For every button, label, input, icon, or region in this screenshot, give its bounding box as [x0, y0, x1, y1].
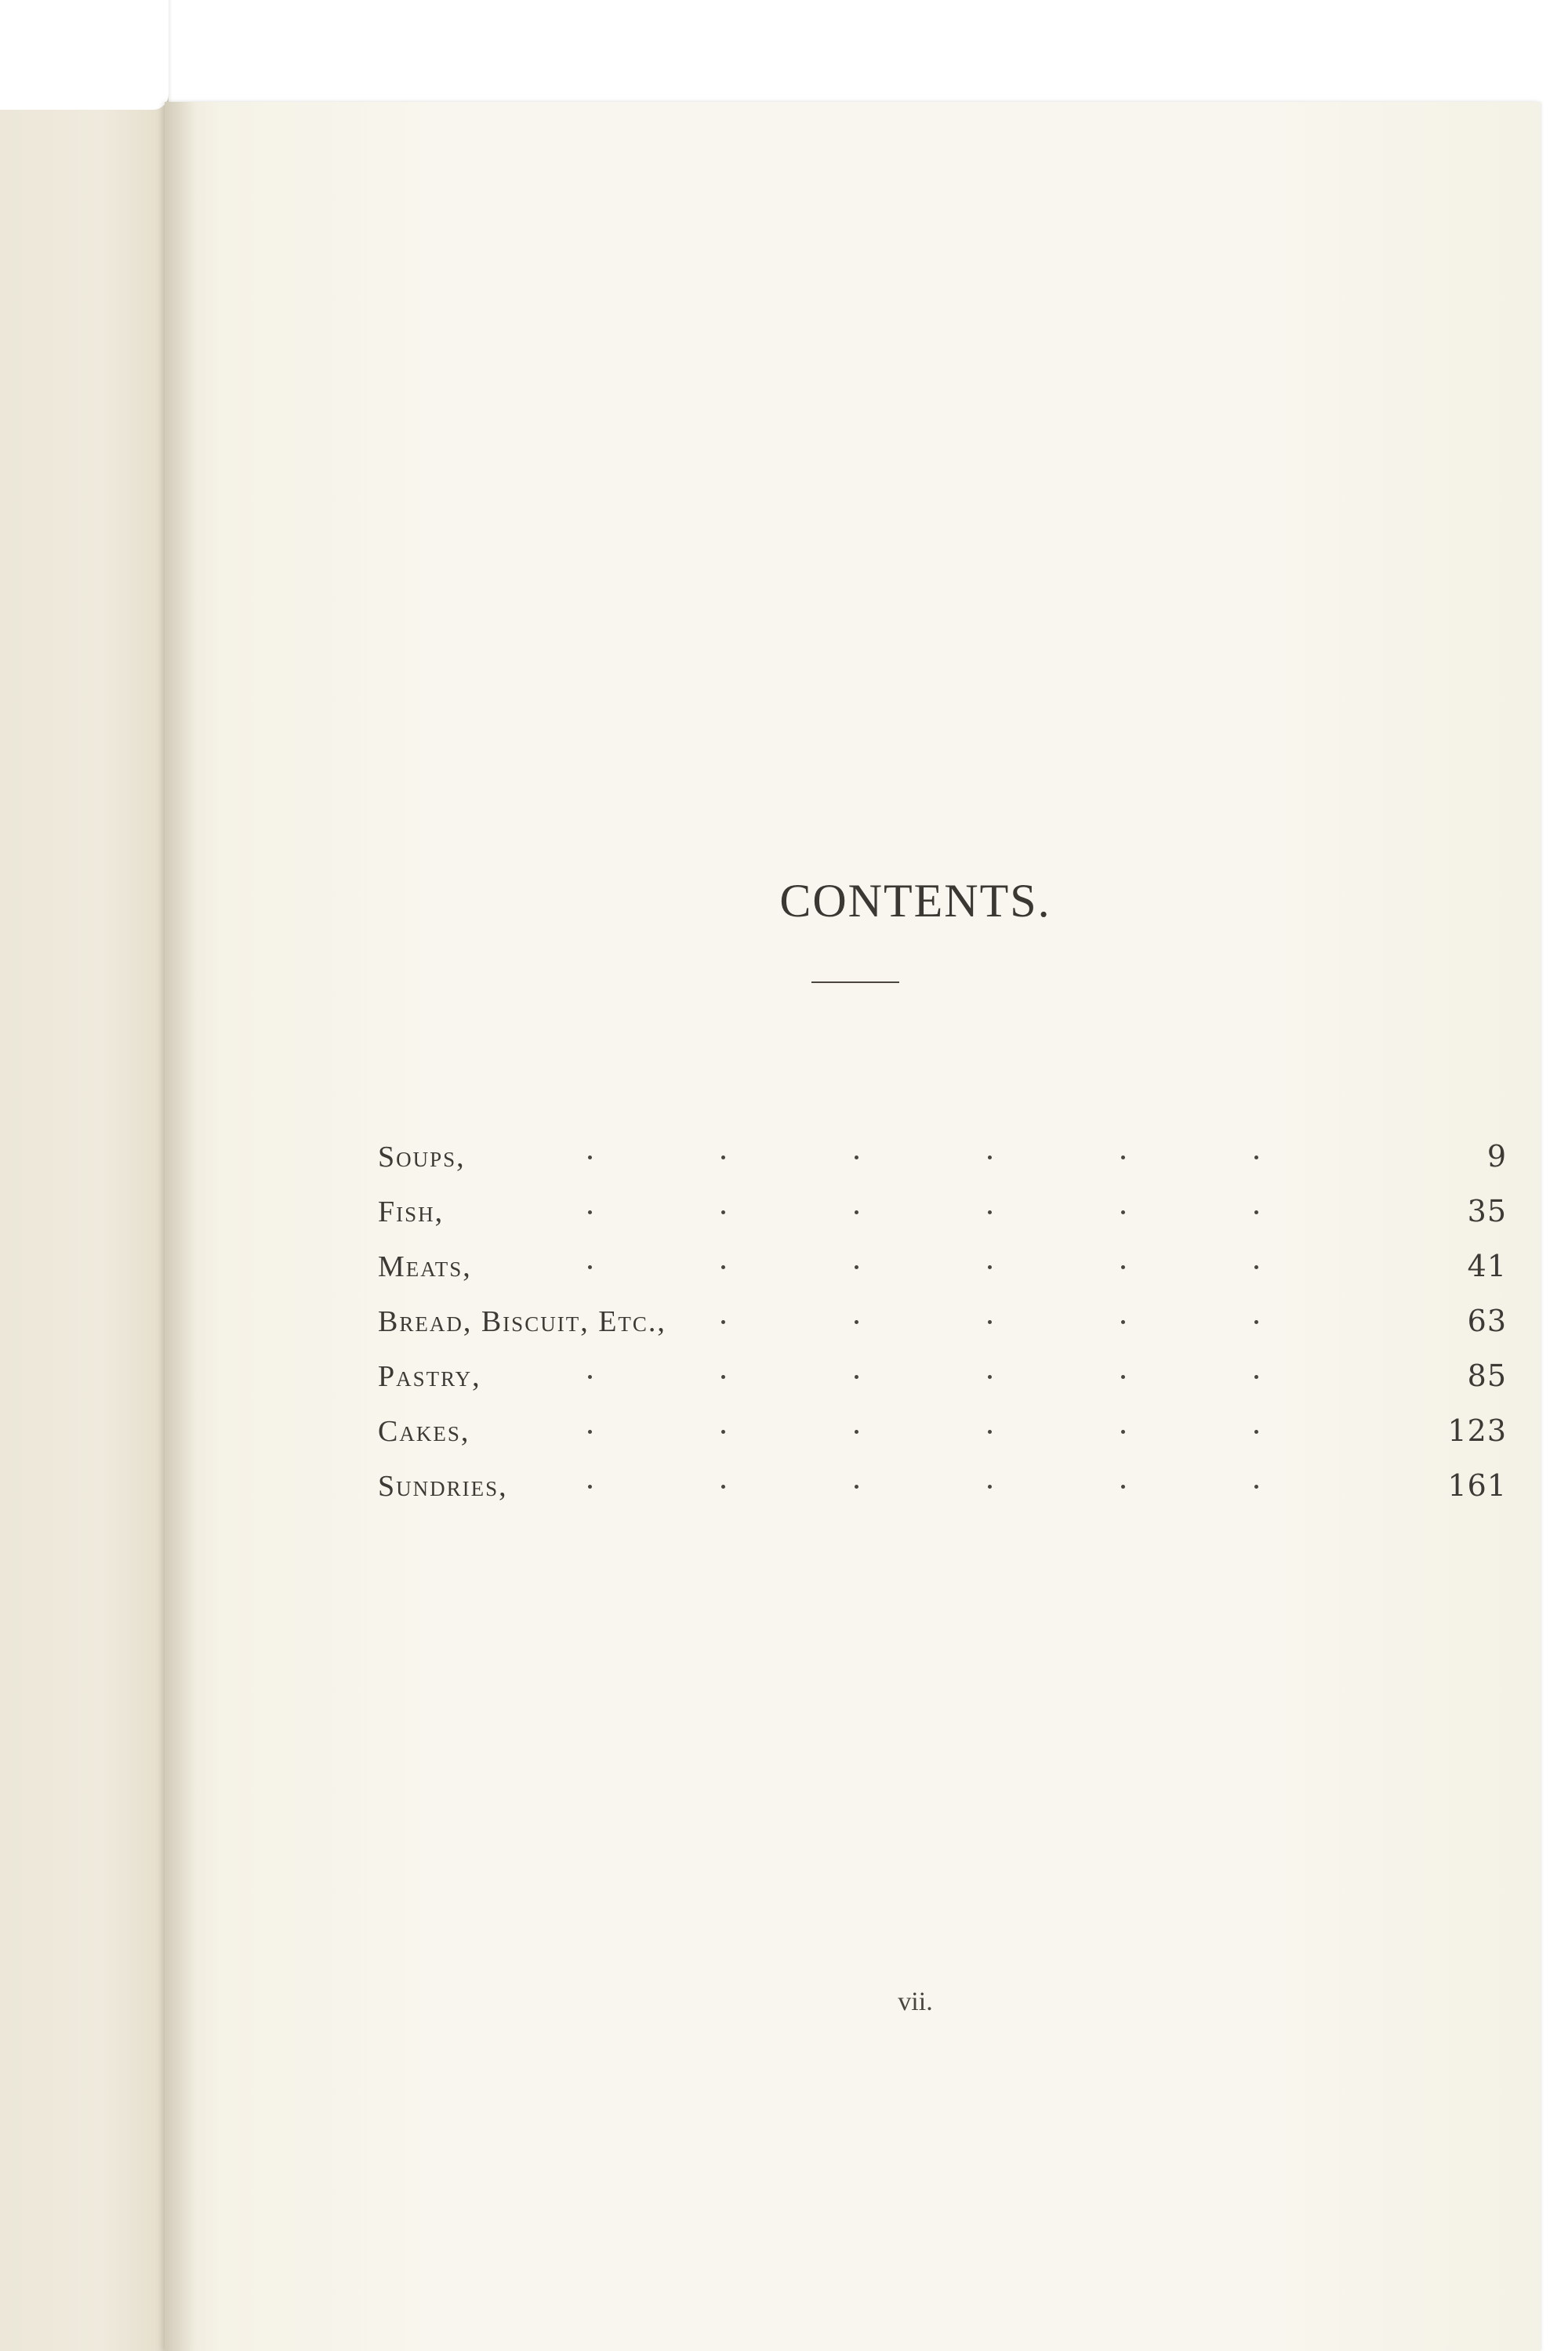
- dot-leader: [508, 1464, 1444, 1496]
- toc-entry-label: Sundries,: [378, 1470, 508, 1503]
- table-of-contents: [378, 1135, 1507, 1519]
- toc-entry-label: Cakes,: [378, 1415, 470, 1448]
- leader-dot: [1254, 1320, 1258, 1324]
- leader-dot: [721, 1485, 725, 1489]
- leader-dot: [1254, 1430, 1258, 1434]
- leader-dot: [1254, 1485, 1258, 1489]
- toc-page-number: 123: [1447, 1413, 1507, 1448]
- toc-row: [378, 1190, 1507, 1245]
- leader-dot: [721, 1210, 725, 1214]
- toc-page-number: 35: [1467, 1194, 1507, 1228]
- leader-dot: [988, 1156, 992, 1159]
- toc-entry-label: Soups,: [378, 1141, 466, 1174]
- leader-dot: [988, 1485, 992, 1489]
- leader-dot: [588, 1265, 592, 1269]
- dot-leader: [472, 1245, 1444, 1276]
- leader-dot: [1121, 1210, 1125, 1214]
- dot-leader: [444, 1190, 1444, 1221]
- leader-dot: [855, 1265, 858, 1269]
- left-page-edge: [0, 0, 169, 2351]
- book-page: [165, 102, 1541, 2351]
- leader-dot: [855, 1210, 858, 1214]
- leader-dot: [1121, 1320, 1125, 1324]
- leader-dot: [588, 1375, 592, 1379]
- toc-row: [378, 1464, 1507, 1519]
- leader-dot: [1121, 1156, 1125, 1159]
- leader-dot: [855, 1375, 858, 1379]
- toc-page-number: 9: [1486, 1139, 1507, 1174]
- leader-dot: [1121, 1485, 1125, 1489]
- leader-dot: [988, 1265, 992, 1269]
- leader-dot: [1121, 1375, 1125, 1379]
- dot-leader: [466, 1135, 1444, 1166]
- toc-row: [378, 1355, 1507, 1410]
- title-rule: [811, 981, 899, 983]
- toc-row: [378, 1245, 1507, 1300]
- leader-dot: [988, 1210, 992, 1214]
- leader-dot: [855, 1156, 858, 1159]
- toc-entry-label: Fish,: [378, 1195, 445, 1228]
- dot-leader: [666, 1300, 1444, 1331]
- leader-dot: [1254, 1265, 1258, 1269]
- toc-entry-label: Meats,: [378, 1250, 472, 1283]
- leader-dot: [721, 1265, 725, 1269]
- page-title: CONTENTS.: [779, 875, 1051, 927]
- leader-dot: [721, 1430, 725, 1434]
- toc-row: [378, 1410, 1507, 1464]
- leader-dot: [588, 1210, 592, 1214]
- leader-dot: [855, 1485, 858, 1489]
- leader-dot: [988, 1375, 992, 1379]
- leader-dot: [1254, 1210, 1258, 1214]
- page-folio: vii.: [898, 1987, 933, 2016]
- leader-dot: [1254, 1375, 1258, 1379]
- dot-leader: [470, 1410, 1444, 1441]
- toc-row: [378, 1300, 1507, 1355]
- toc-page-number: 85: [1467, 1359, 1507, 1393]
- toc-page-number: 41: [1467, 1249, 1507, 1283]
- leader-dot: [988, 1320, 992, 1324]
- leader-dot: [588, 1430, 592, 1434]
- leader-dot: [721, 1320, 725, 1324]
- leader-dot: [1121, 1430, 1125, 1434]
- leader-dot: [721, 1156, 725, 1159]
- leader-dot: [855, 1430, 858, 1434]
- toc-entry-label: Bread, Biscuit, Etc.,: [378, 1305, 666, 1338]
- dot-leader: [481, 1355, 1444, 1386]
- left-page-top-background: [0, 0, 169, 110]
- toc-page-number: 161: [1447, 1468, 1507, 1503]
- leader-dot: [1121, 1265, 1125, 1269]
- leader-dot: [1254, 1156, 1258, 1159]
- toc-row: [378, 1135, 1507, 1190]
- leader-dot: [588, 1156, 592, 1159]
- toc-page-number: 63: [1467, 1304, 1507, 1338]
- leader-dot: [721, 1375, 725, 1379]
- leader-dot: [855, 1320, 858, 1324]
- leader-dot: [988, 1430, 992, 1434]
- leader-dot: [588, 1485, 592, 1489]
- toc-entry-label: Pastry,: [378, 1360, 481, 1393]
